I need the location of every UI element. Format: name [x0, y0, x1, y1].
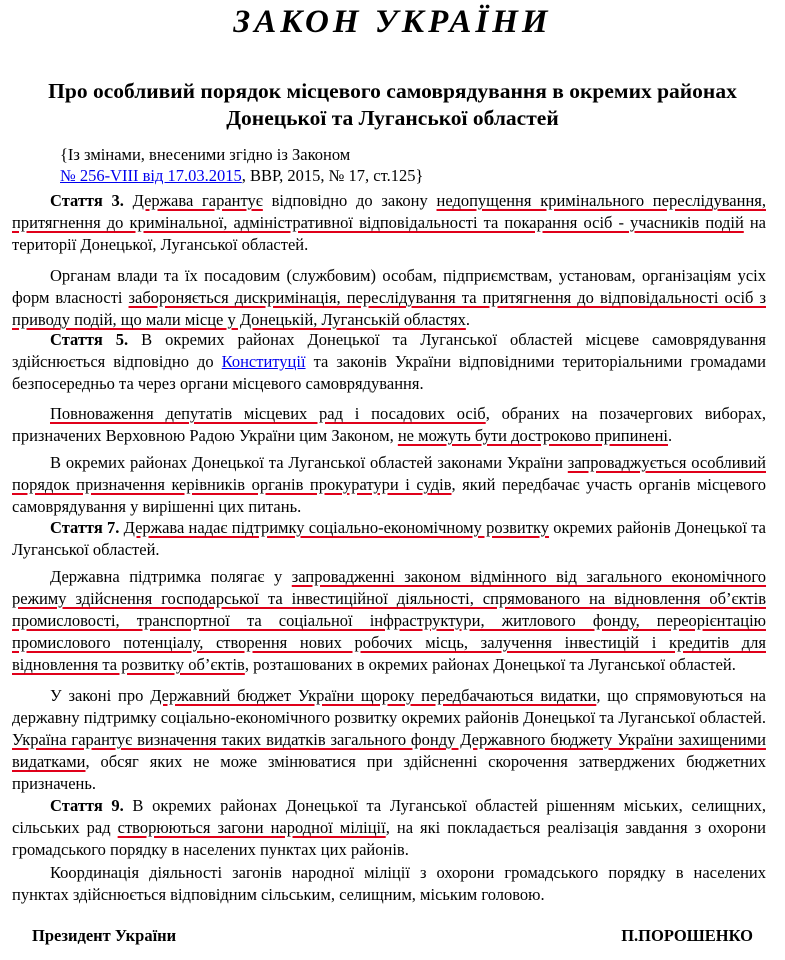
- highlight: Повноваження депутатів місцевих рад і посадових осіб: [50, 404, 486, 423]
- article-label: Стаття 5.: [50, 330, 129, 349]
- article-label: Стаття 9.: [50, 796, 124, 815]
- amendment-line2: [60, 165, 423, 186]
- constitution-link[interactable]: Конституції: [221, 352, 306, 371]
- highlight: Держава надає підтримку соціально-економічному розвитку: [123, 518, 550, 537]
- text: відповідно до закону: [262, 191, 437, 210]
- text: окремих районів Донецької та Луганської областей.: [12, 518, 767, 559]
- highlight: запровадженні законом відмінного від загального економічного режиму здійснення господарської та інвестиційної діяльності, спрямованого на відновлення об’єктів промисловості, транспортної та соціальної інфраструктури, житлового фонду, переорієнтацію промислового потенціалу, створення нових робочих місць, залучення інвестицій і кредитів для відновлення та розвитку об’єктів: [12, 567, 767, 674]
- text: , обсяг яких не може змінюватися при здійсненні скорочення затверджених бюджетних призначень.: [12, 752, 766, 793]
- article-9-paragraph-2: [12, 862, 766, 906]
- text: , що спрямовуються на державну підтримку соціально-економічного розвитку окремих районів Донецької та Луганської областей.: [12, 686, 766, 727]
- article-5-paragraph: [12, 329, 766, 395]
- highlight: Держава гарантує: [132, 191, 263, 210]
- highlight: недопущення кримінального переслідування, притягнення до кримінальної, адміністративної відповідальності та покарання осіб - учасників подій: [12, 191, 766, 232]
- text: та законів України відповідними територіальними громадами безпосередньо та через органи місцевого самоврядування.: [12, 352, 766, 393]
- text: , обраних на позачергових виборах, призначених Верховною Радою України цим Законом,: [12, 404, 766, 445]
- signature-title: Президент України: [32, 926, 177, 945]
- article-9-paragraph: [12, 795, 766, 861]
- text: на території Донецької, Луганської областей.: [12, 213, 767, 254]
- article-3-paragraph-2: [12, 265, 766, 331]
- amendment-rest: , ВВР, 2015, № 17, ст.125}: [241, 166, 424, 185]
- highlight: не можуть бути достроково припинені: [397, 426, 669, 445]
- text: Органам влади та їх посадовим (службовим) особам, підприємствам, установам, організаціям усіх форм власності: [12, 266, 766, 307]
- article-label: Стаття 7.: [50, 518, 120, 537]
- amendment-law-link[interactable]: № 256-VIII від 17.03.2015: [60, 166, 242, 185]
- document-title: ЗАКОН УКРАЇНИ: [233, 4, 552, 40]
- text: , розташованих в окремих районах Донецької та Луганської областей.: [244, 655, 736, 674]
- document-subtitle: Про особливий порядок місцевого самоврядування в окремих районах Донецької та Луганської областей: [48, 79, 737, 130]
- text: Державна підтримка полягає у: [50, 567, 292, 586]
- text: В окремих районах Донецької та Луганської областей місцеве самоврядування здійснюється відповідно до: [12, 330, 766, 371]
- article-7-paragraph-3: [12, 685, 766, 795]
- text: В окремих районах Донецької та Луганської областей рішенням міських, селищних, сільських рад: [12, 796, 767, 837]
- amendment-line: {Із змінами, внесеними згідно із Законом: [60, 145, 351, 164]
- amendment-note: [60, 144, 423, 186]
- highlight: створюються загони народної міліції: [117, 818, 386, 837]
- text: Координація діяльності загонів народної міліції з охорони громадського порядку в населених пунктах здійснюється відповідним сільським, селищним, міським головою.: [12, 863, 766, 904]
- article-5-paragraph-3: [12, 452, 766, 518]
- text: У законі про: [50, 686, 151, 705]
- text: .: [465, 310, 470, 329]
- article-label: Стаття 3.: [50, 191, 124, 210]
- signature-name: П.ПОРОШЕНКО: [621, 926, 753, 945]
- article-7-paragraph-2: [12, 566, 766, 676]
- text: .: [668, 426, 673, 445]
- highlight: забороняється дискримінація, переслідування та притягнення до відповідальності осіб з приводу подій, що мали місце у Донецькій, Луганській областях: [12, 288, 766, 329]
- article-5-paragraph-2: [12, 403, 766, 447]
- article-3-paragraph: [12, 190, 766, 256]
- text: , який передбачає участь органів місцевого самоврядування у вирішенні цих питань.: [12, 475, 766, 516]
- text: В окремих районах Донецької та Луганської областей законами України: [50, 453, 568, 472]
- text: [124, 191, 133, 210]
- highlight: запроваджується особливий порядок призначення керівників органів прокуратури і судів: [12, 453, 766, 494]
- highlight: Державний бюджет України щороку передбачаються видатки: [150, 686, 597, 705]
- text: , на які покладається реалізація завдання з охорони громадського порядку в населених пунктах цих районів.: [12, 818, 766, 859]
- highlight: Україна гарантує визначення таких видатків загального фонду Державного бюджету України захищеними видатками: [12, 730, 766, 771]
- article-7-paragraph: [12, 517, 766, 561]
